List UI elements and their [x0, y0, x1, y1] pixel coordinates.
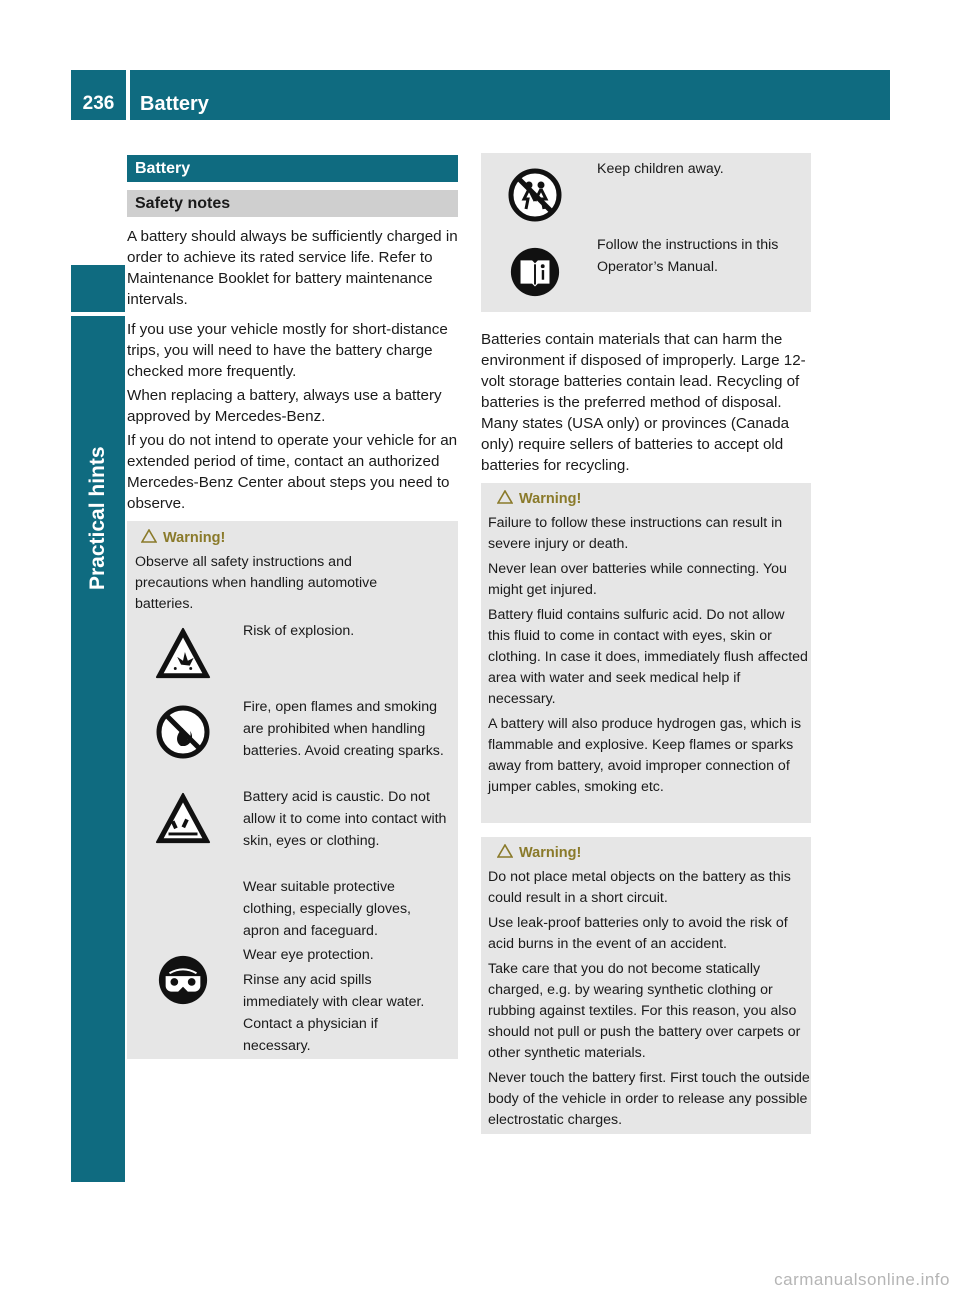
page-header — [71, 70, 890, 120]
sidebar-tab-top — [71, 122, 125, 267]
explosion-warning-icon — [154, 625, 212, 681]
warning-title: Warning! — [519, 491, 582, 507]
warning-body — [488, 513, 810, 802]
paragraph: If you use your vehicle mostly for short-distance trips, you will need to have the battery charge checked more frequently. — [127, 321, 448, 380]
footer-watermark: carmanualsonline.info — [774, 1270, 950, 1289]
symbol-text: Battery acid is caustic. Do not allow it to come into contact with skin, eyes or clothing. — [243, 789, 447, 849]
no-fire-icon — [155, 704, 211, 760]
symbol-text: Rinse any acid spills immediately with clear water. Contact a physician if necessary. — [243, 972, 425, 1054]
warning-heading — [497, 489, 581, 509]
symbol-text: Risk of explosion. — [243, 623, 355, 639]
warning-text: Never touch the battery first. First touch the outside body of the vehicle in order to release any possible electrostatic charges. — [488, 1070, 810, 1128]
warning-title: Warning! — [519, 845, 582, 861]
warning-text: Battery fluid contains sulfuric acid. Do not allow this fluid to come in contact with eyes, skin or clothing. In case it does, immediately flush affected area with water and seek medical help if necessary. — [488, 607, 808, 707]
chapter-label: Practical hints — [86, 446, 109, 590]
keep-children-away-icon — [507, 167, 563, 223]
warning-text: Use leak-proof batteries only to avoid the risk of acid burns in the event of an accident. — [488, 915, 788, 952]
paragraph: Batteries contain materials that can harm the environment if disposed of improperly. Large 12-volt storage batteries contain lead. Recycling of batteries is the preferred method of disposal. Many states (USA only) or provinces (Canada only) require sellers of batteries to accept old batteries for recycling. — [481, 331, 806, 474]
page-number: 236 — [82, 93, 115, 114]
section-title: Battery — [127, 155, 458, 182]
eye-protection-icon — [156, 953, 210, 1007]
warning-text: Take care that you do not become statically charged, e.g. by wearing synthetic clothing or rubbing against textiles. For this reason, you also should not pull or push the battery over carpets or other synthetic materials. — [488, 961, 801, 1061]
subsection-title: Safety notes — [127, 190, 458, 217]
symbol-text: Fire, open flames and smoking are prohibited when handling batteries. Avoid creating sparks. — [243, 699, 444, 759]
symbol-text: Wear eye protection. — [243, 947, 374, 963]
sidebar-marker — [71, 265, 125, 312]
warning-triangle-icon — [497, 490, 513, 504]
symbol-box — [481, 153, 811, 312]
warning-box — [481, 483, 811, 823]
warning-text: A battery will also produce hydrogen gas, which is flammable and explosive. Keep flames or sparks away from battery, avoid improper connection of jumper cables, smoking etc. — [488, 716, 802, 795]
page-title: Battery — [140, 93, 209, 115]
warning-heading — [141, 528, 225, 548]
paragraph: If you do not intend to operate your vehicle for an extended period of time, contact an authorized Mercedes-Benz Center about steps you need to observe. — [127, 432, 458, 512]
warning-text: Do not place metal objects on the battery as this could result in a short circuit. — [488, 869, 791, 906]
warning-body — [488, 867, 810, 1135]
warning-triangle-icon — [497, 844, 513, 858]
warning-box — [481, 837, 811, 1134]
warning-text: Never lean over batteries while connecting. You might get injured. — [488, 561, 787, 598]
warning-text: Failure to follow these instructions can result in severe injury or death. — [488, 515, 783, 552]
symbol-text: Keep children away. — [597, 161, 724, 177]
paragraph: A battery should always be sufficiently charged in order to achieve its rated service life. Refer to Maintenance Booklet for battery maintenance intervals. — [127, 228, 458, 308]
symbol-text: Wear suitable protective clothing, especially gloves, apron and faceguard. — [243, 879, 411, 939]
header-divider — [126, 70, 130, 120]
read-manual-icon — [508, 245, 562, 299]
warning-box — [127, 521, 458, 1059]
corrosive-warning-icon — [154, 790, 212, 846]
warning-title: Warning! — [163, 530, 226, 546]
warning-heading — [497, 843, 581, 863]
warning-intro: Observe all safety instructions and precautions when handling automotive batteries. — [135, 554, 378, 612]
paragraph: When replacing a battery, always use a battery approved by Mercedes-Benz. — [127, 387, 442, 425]
symbol-text: Follow the instructions in this Operator’s Manual. — [597, 237, 779, 275]
warning-triangle-icon — [141, 529, 157, 543]
